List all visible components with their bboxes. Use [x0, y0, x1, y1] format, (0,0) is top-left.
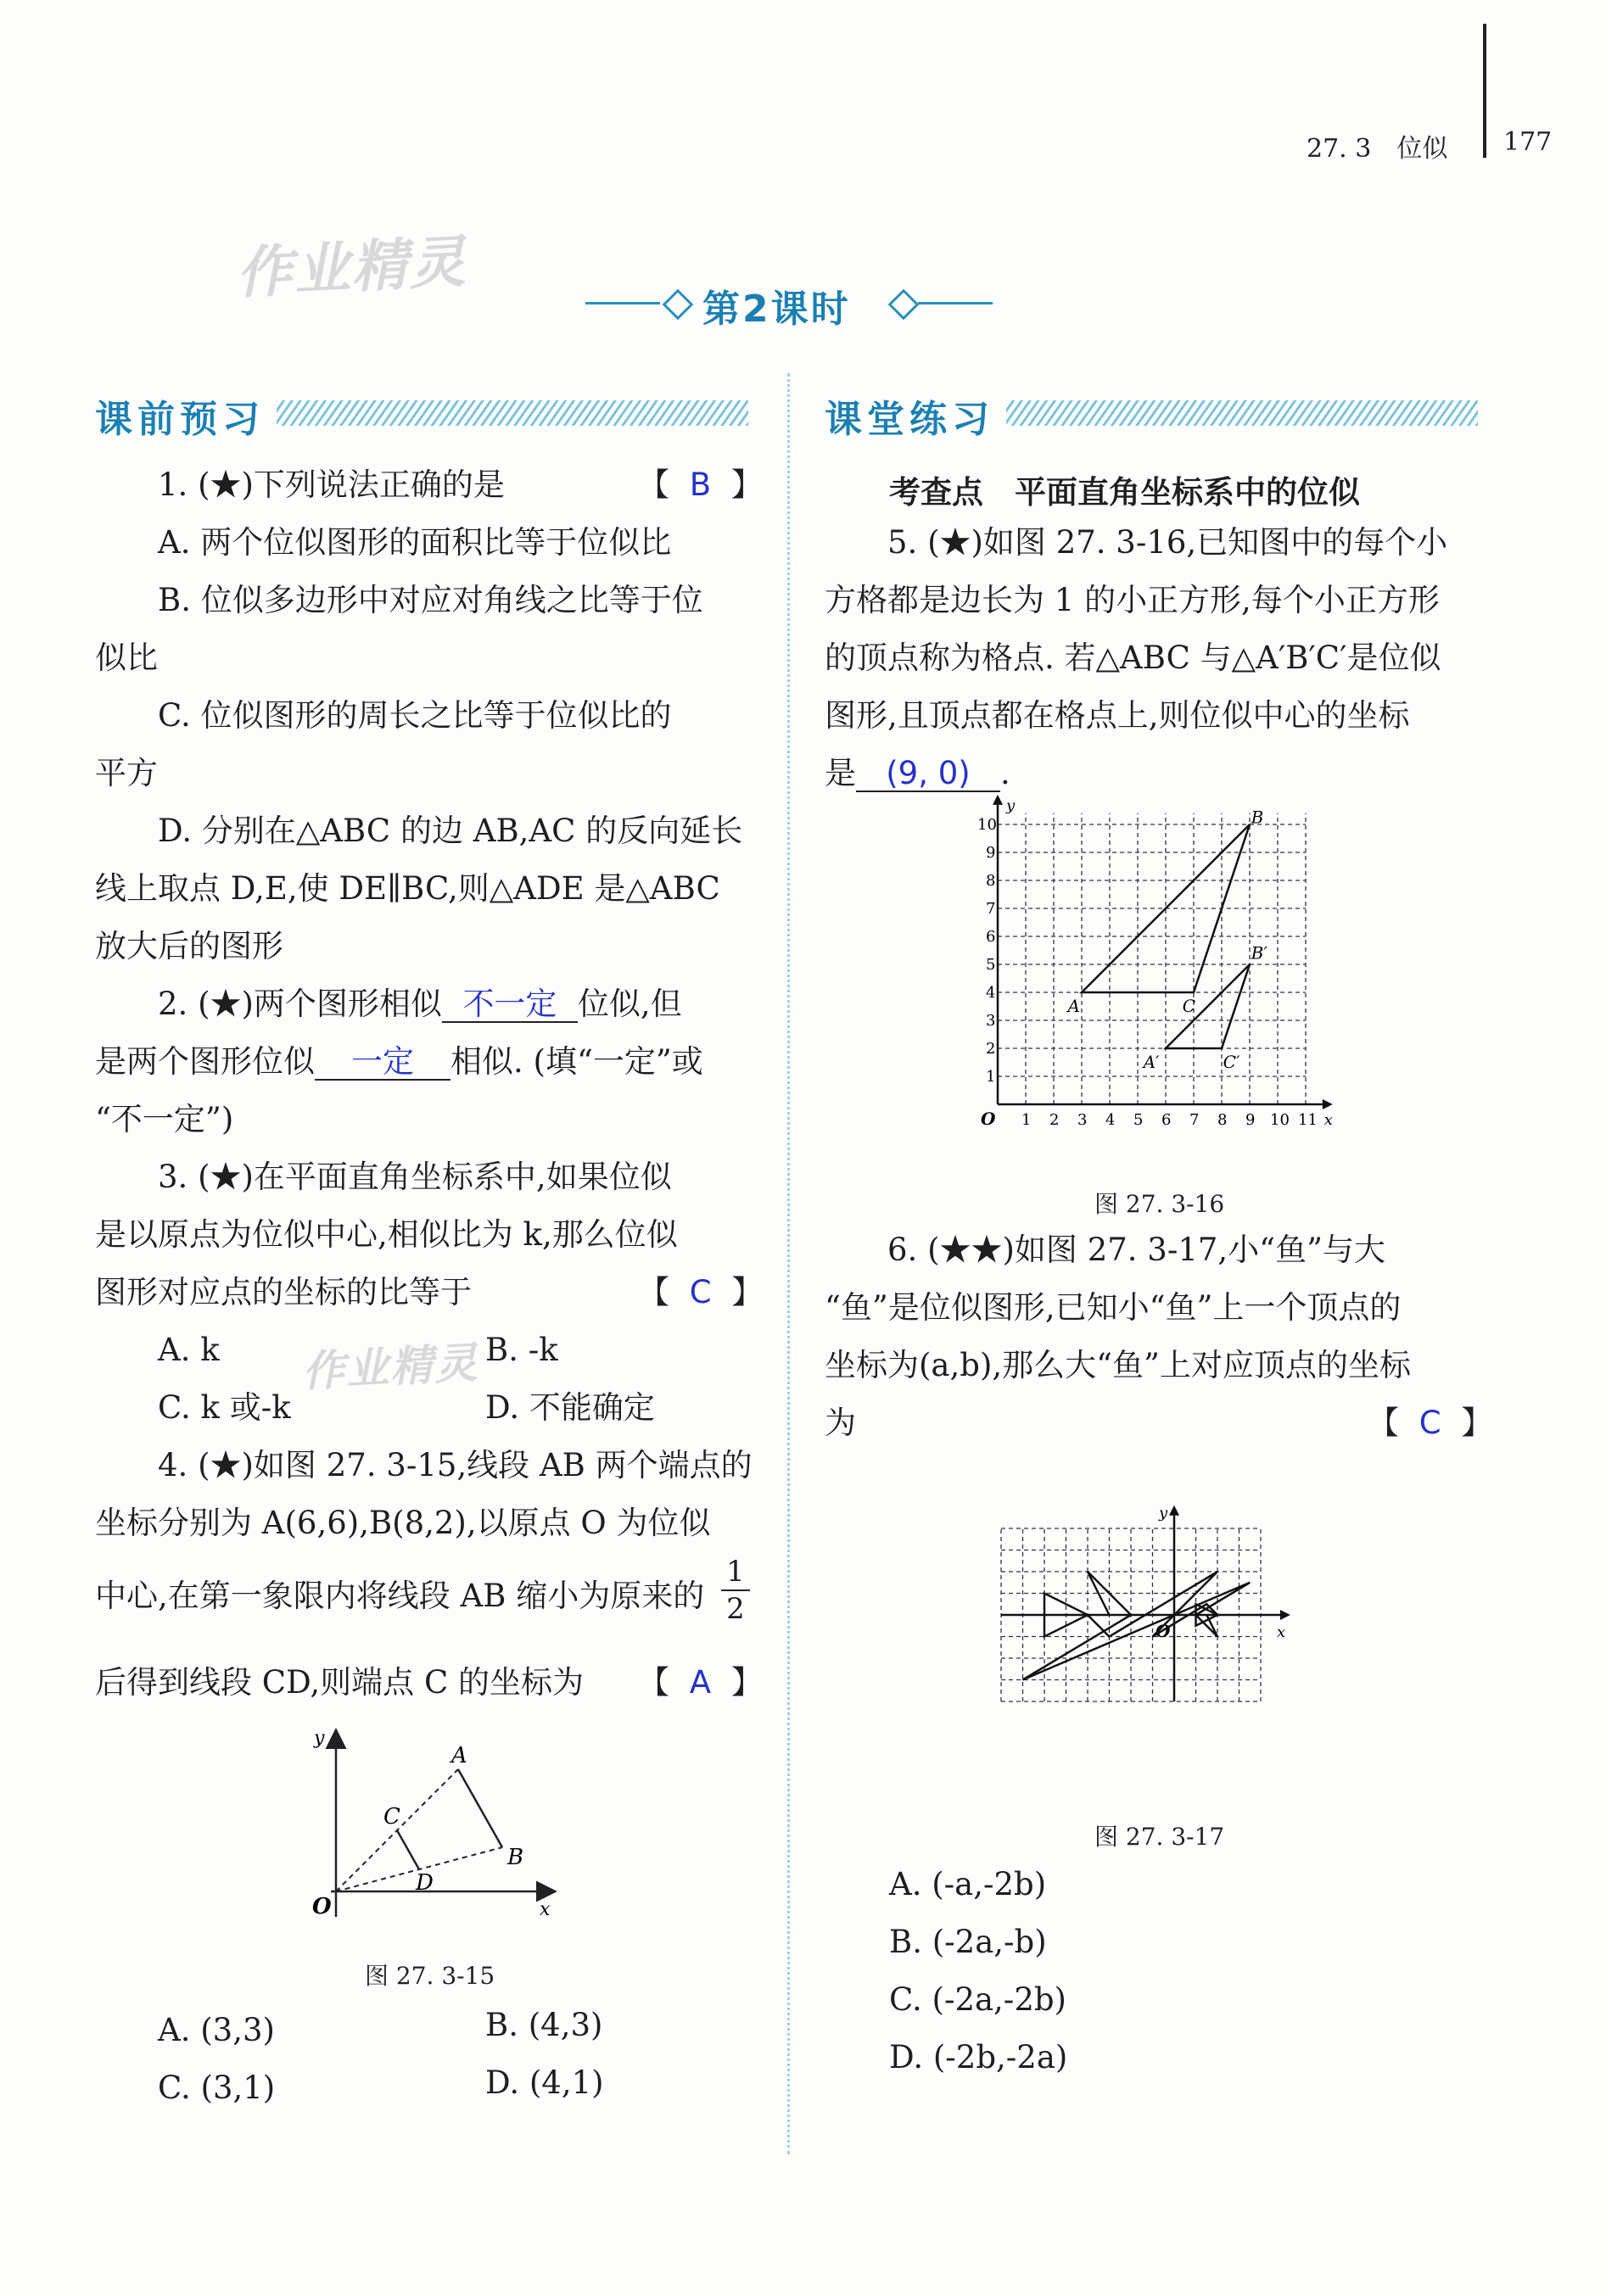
question-4-line-4: 后得到线段 CD,则端点 C 的坐标为 — [95, 1664, 585, 1701]
question-2-line-2: 是两个图形位似 一定 相似. (填“一定”或 — [95, 1043, 703, 1080]
big-fish-body — [1023, 1572, 1218, 1680]
label-c: C — [383, 1804, 400, 1830]
question-5-line-5: 是 (9, 0) . — [825, 755, 1010, 791]
answer-blank: (9, 0) — [886, 755, 971, 791]
question-1-option-a: A. 两个位似图形的面积比等于位似比 — [158, 524, 672, 561]
figure-caption: 图 27. 3-15 — [365, 1962, 495, 1990]
question-3-option-d: D. 不能确定 — [485, 1389, 655, 1426]
question-4-option-d: D. (4,1) — [485, 2064, 604, 2101]
question-5-line-1: 5. (★)如图 27. 3-16,已知图中的每个小 — [887, 524, 1448, 561]
question-3-option-c: C. k 或-k — [158, 1389, 291, 1426]
x-tick-label: 2 — [1049, 1111, 1060, 1129]
figure-caption: 图 27. 3-17 — [1094, 1823, 1225, 1851]
label-y: y — [1006, 796, 1016, 815]
y-tick-label: 5 — [986, 956, 996, 974]
section-header-preview — [95, 388, 748, 441]
label-a-prime: A′ — [1143, 1052, 1160, 1073]
question-1-option-d: D. 分别在△ABC 的边 AB,AC 的反向延长 — [158, 813, 743, 849]
question-1-option-b: B. 位似多边形中对应对角线之比等于位 — [158, 582, 703, 618]
x-tick-label: 9 — [1245, 1111, 1256, 1129]
question-4-line-1: 4. (★)如图 27. 3-15,线段 AB 两个端点的 — [158, 1447, 753, 1483]
question-1-option-c: C. 位似图形的周长之比等于位似比的 — [158, 697, 672, 734]
label-b: B — [1251, 807, 1264, 828]
question-4-answer: 【 A 】 — [638, 1664, 768, 1701]
small-fish-body — [1153, 1583, 1251, 1637]
question-3-line-3: 图形对应点的坐标的比等于 — [95, 1274, 472, 1310]
section-stripe — [1006, 400, 1478, 426]
y-tick-label: 8 — [986, 872, 996, 890]
question-6-line-1: 6. (★★)如图 27. 3-17,小“鱼”与大 — [887, 1232, 1386, 1268]
x-tick-label: 1 — [1021, 1111, 1032, 1129]
answer-blank: 不一定 — [462, 986, 557, 1022]
label-b-prime: B′ — [1251, 942, 1267, 964]
section-header-practice — [825, 388, 1478, 441]
lesson-title — [585, 273, 993, 332]
question-6-line-4: 为 — [825, 1405, 856, 1441]
question-3-answer: 【 C 】 — [638, 1274, 769, 1310]
question-5-line-3: 的顶点称为格点. 若△ABC 与△A′B′C′是位似 — [825, 640, 1441, 676]
answer-blank: 一定 — [351, 1043, 414, 1080]
question-6-option-a: A. (-a,-2b) — [889, 1866, 1047, 1902]
column-divider — [787, 373, 790, 2154]
label-origin: O — [981, 1109, 996, 1129]
header-section: 27. 3 位似 — [1307, 134, 1448, 164]
question-4-option-b: B. (4,3) — [485, 2007, 603, 2043]
figure-27-3-17 — [959, 1466, 1349, 1788]
question-3-line-2: 是以原点为位似中心,相似比为 k,那么位似 — [95, 1216, 678, 1253]
question-1-option-b-cont: 似比 — [95, 640, 158, 676]
y-tick-label: 10 — [977, 816, 997, 834]
y-tick-label: 4 — [986, 984, 996, 1002]
question-6-option-b: B. (-2a,-b) — [889, 1924, 1047, 1960]
question-3-line-1: 3. (★)在平面直角坐标系中,如果位似 — [158, 1159, 672, 1195]
question-5-line-4: 图形,且顶点都在格点上,则位似中心的坐标 — [825, 697, 1410, 734]
question-6-line-3: 坐标为(a,b),那么大“鱼”上对应顶点的坐标 — [825, 1347, 1411, 1383]
ornament-diamond — [663, 289, 694, 321]
label-a: A — [1067, 996, 1080, 1017]
label-x: x — [1323, 1111, 1333, 1129]
question-4-option-a: A. (3,3) — [158, 2012, 275, 2048]
label-origin: O — [1156, 1621, 1171, 1641]
figure-caption: 图 27. 3-16 — [1094, 1190, 1225, 1218]
y-tick-label: 7 — [986, 900, 996, 918]
question-4-option-c: C. (3,1) — [158, 2070, 276, 2106]
label-y: y — [1159, 1504, 1168, 1522]
page-number: 177 — [1503, 127, 1553, 157]
label-b: B — [507, 1845, 524, 1870]
label-c-prime: C′ — [1223, 1052, 1240, 1073]
label-x: x — [540, 1899, 551, 1920]
section-title: 课前预习 — [95, 398, 265, 441]
question-1-stem: 1. (★)下列说法正确的是 — [158, 466, 505, 503]
x-tick-label: 8 — [1217, 1111, 1228, 1129]
ornament-right — [918, 302, 993, 304]
x-tick-label: 11 — [1298, 1111, 1318, 1129]
triangle-a1b1c1 — [1166, 964, 1250, 1048]
x-axis-arrow — [1323, 1099, 1333, 1109]
x-tick-label: 4 — [1105, 1111, 1116, 1129]
question-6-answer: 【 C 】 — [1368, 1405, 1498, 1441]
label-c: C — [1182, 996, 1196, 1017]
y-tick-label: 9 — [986, 844, 996, 862]
y-tick-label: 3 — [986, 1012, 996, 1030]
question-2-line-3: “不一定”) — [95, 1101, 234, 1137]
question-5-line-2: 方格都是边长为 1 的小正方形,每个小正方形 — [825, 582, 1440, 618]
x-axis-arrow — [1280, 1610, 1290, 1620]
ornament-left — [585, 302, 660, 304]
x-tick-label: 3 — [1077, 1111, 1088, 1129]
x-tick-label: 7 — [1189, 1111, 1200, 1129]
question-3-option-b: B. -k — [485, 1332, 558, 1368]
question-6-line-2: “鱼”是位似图形,已知小“鱼”上一个顶点的 — [825, 1289, 1402, 1326]
x-tick-label: 10 — [1270, 1111, 1290, 1129]
question-6-option-c: C. (-2a,-2b) — [889, 1981, 1066, 2018]
header-rule — [1483, 24, 1486, 158]
x-tick-label: 6 — [1161, 1111, 1172, 1129]
subsection-title: 考查点 平面直角坐标系中的位似 — [889, 474, 1360, 511]
question-1-option-d-cont: 线上取点 D,E,使 DE∥BC,则△ADE 是△ABC — [95, 870, 720, 907]
label-x: x — [1276, 1623, 1286, 1641]
question-4-line-3: 中心,在第一象限内将线段 AB 缩小为原来的 — [95, 1578, 705, 1614]
section-stripe — [277, 400, 748, 426]
section-title: 课堂练习 — [825, 398, 994, 441]
question-1-option-d-cont: 放大后的图形 — [95, 928, 283, 964]
ornament-diamond — [888, 289, 920, 321]
label-y: y — [314, 1728, 325, 1749]
label-origin: O — [312, 1894, 332, 1919]
segment-ab — [458, 1769, 502, 1847]
y-tick-label: 6 — [986, 928, 996, 946]
question-4-line-2: 坐标分别为 A(6,6),B(8,2),以原点 O 为位似 — [95, 1505, 711, 1541]
segment-cd — [397, 1830, 419, 1869]
question-1-answer: 【 B 】 — [638, 466, 768, 503]
fraction-one-half: 1 2 — [721, 1554, 750, 1627]
y-tick-label: 2 — [986, 1040, 996, 1058]
watermark: 作业精灵 — [300, 1338, 480, 1397]
question-1-option-c-cont: 平方 — [95, 755, 158, 791]
figure-27-3-15 — [280, 1722, 560, 1925]
question-6-option-d: D. (-2b,-2a) — [889, 2039, 1068, 2075]
watermark: 作业精灵 — [234, 228, 469, 307]
question-3-option-a: A. k — [158, 1332, 220, 1368]
lesson-title-text: 第2课时 — [702, 288, 851, 331]
y-axis-arrow — [1169, 1506, 1179, 1516]
y-tick-label: 1 — [986, 1068, 996, 1086]
label-d: D — [416, 1870, 434, 1896]
x-tick-label: 5 — [1133, 1111, 1144, 1129]
label-a: A — [451, 1743, 467, 1768]
question-2-line-1: 2. (★)两个图形相似 不一定 位似,但 — [158, 986, 682, 1022]
figure-27-3-16 — [959, 796, 1349, 1159]
